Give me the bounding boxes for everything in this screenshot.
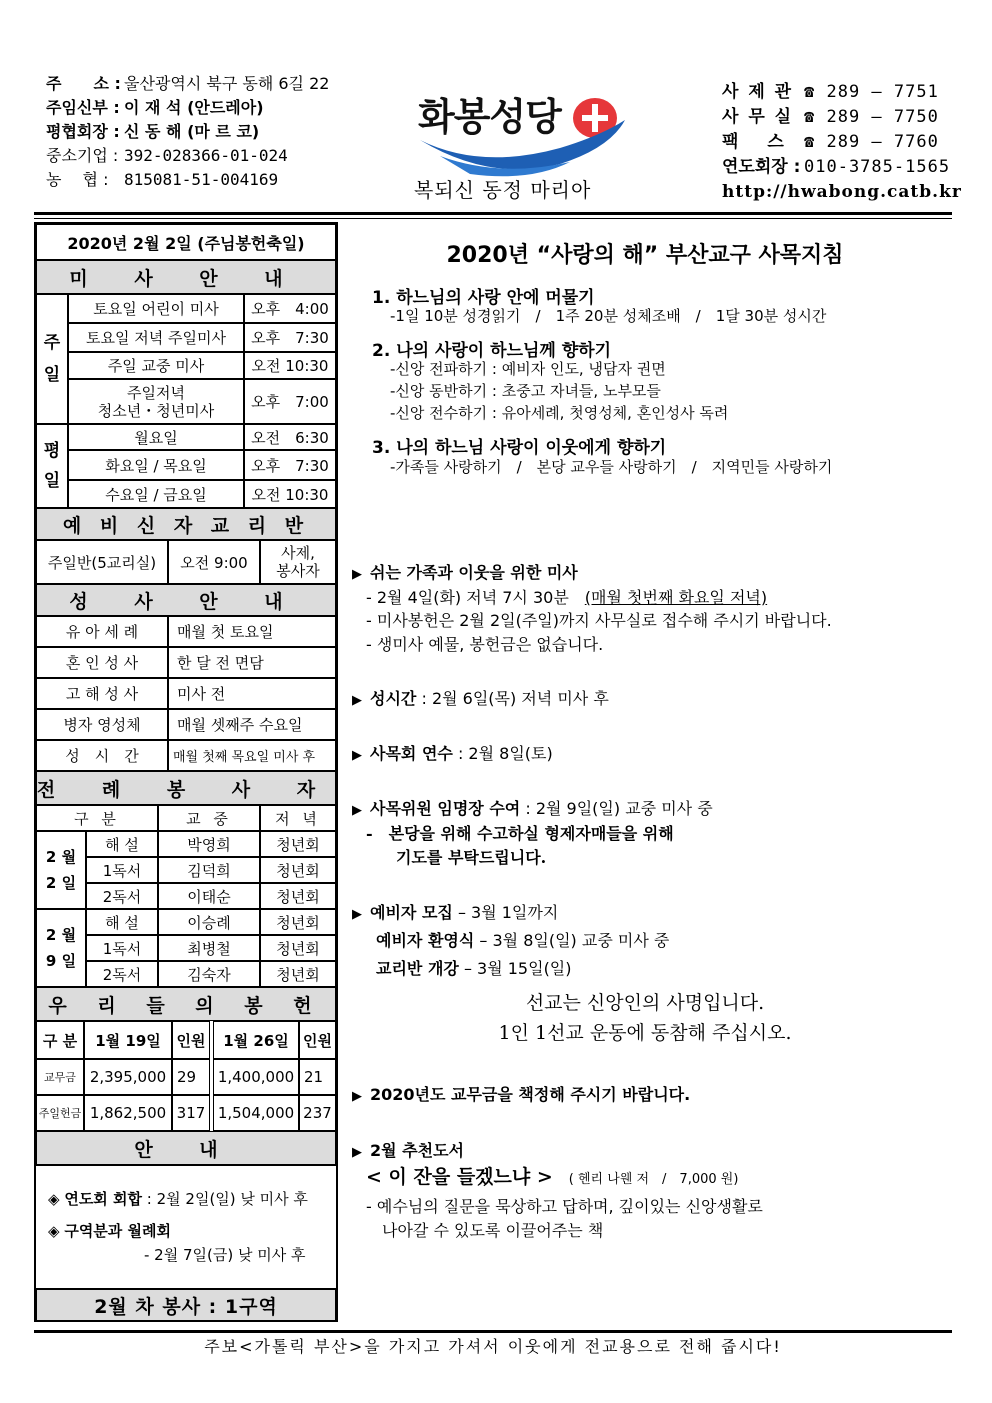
contact-label: 연도회장 :	[722, 157, 801, 177]
diamond-icon: ◈	[48, 1190, 60, 1208]
address: 울산광역시 북구 동해 6길 22	[124, 74, 330, 93]
mass-time: 오후 4:00	[244, 294, 336, 323]
servers-header-col: 저 녁	[260, 805, 336, 831]
notice-text: : 2월 9일(일) 교중 미사 중	[520, 799, 713, 818]
server-main: 박영희	[158, 831, 260, 857]
offering-value: 1,400,000	[213, 1059, 299, 1095]
mass-name-line: 주일저녁	[127, 383, 185, 402]
notice-head: 2월 추천도서	[370, 1141, 464, 1160]
notice-subtext: - 2월 7일(금) 낮 미사 후	[144, 1246, 306, 1264]
guide-item: -신앙 동반하기 : 초중고 자녀들, 노부모들	[390, 382, 661, 400]
mass-name: 월요일	[68, 424, 244, 450]
server-main: 이승례	[158, 909, 260, 935]
notice-text: - 2월 4일(화) 저녁 7시 30분	[366, 588, 569, 607]
header-contacts	[722, 80, 962, 205]
book-title-line	[366, 1162, 738, 1189]
council-label: 평협회장 :	[46, 122, 120, 141]
guide-item: -신앙 전수하기 : 유아세례, 첫영성체, 혼인성사 독려	[390, 404, 729, 422]
notice-text: : 2월 2일(일) 낮 미사 후	[142, 1190, 308, 1208]
offering-header-col: 구 분	[36, 1021, 84, 1059]
notice-appointment	[352, 796, 713, 819]
date-line: 2 월	[45, 926, 77, 944]
sacrament-name: 성 시 간	[36, 740, 168, 771]
staff-line: 사제,	[281, 544, 315, 562]
notice-book	[352, 1138, 464, 1161]
servers-header-col: 구 분	[36, 805, 158, 831]
date-line: 2 월	[45, 848, 77, 866]
book-desc: - 예수님의 질문을 묵상하고 답하며, 깊이있는 신앙생활로	[366, 1197, 763, 1216]
sacrament-when: 한 달 전 면담	[168, 647, 336, 678]
mass-time: 오전 10:30	[244, 352, 336, 379]
notice-head: 사목위원 임명장 수여	[370, 799, 521, 818]
offering-value: 1,862,500	[84, 1095, 172, 1131]
contact-label: 사 무 실	[722, 107, 794, 127]
offering-header-col: 인원	[172, 1021, 210, 1059]
book-title: < 이 잔을 들겠느냐 >	[366, 1166, 553, 1188]
duty-banner: 2월 차 봉사 : 1구역	[36, 1289, 336, 1321]
notice-text: – 3월 8일(일) 교중 미사 중	[474, 931, 670, 950]
date-line: 2 일	[45, 874, 77, 892]
diamond-icon: ◈	[48, 1222, 60, 1240]
notice-head: 성시간	[370, 689, 417, 708]
notice-text: – 3월 15일(일)	[458, 959, 572, 978]
offering-type: 교무금	[36, 1059, 84, 1095]
date-line: 9 일	[45, 952, 77, 970]
notice-text-underlined: (매월 첫번째 화요일 저녁)	[584, 588, 768, 607]
server-role: 1독서	[86, 935, 158, 961]
servers-date	[36, 831, 86, 909]
notice-line: 기도를 부탁드립니다.	[396, 848, 547, 867]
notice-item	[48, 1220, 171, 1241]
notice-head: 교리반 개강	[376, 959, 459, 978]
guide-item: -신앙 전파하기 : 예비자 인도, 냉담자 권면	[390, 360, 666, 378]
mass-time: 오전 6:30	[244, 424, 336, 450]
header-info-left	[46, 72, 336, 192]
contact-value: ☎ 289 – 7750	[804, 107, 939, 127]
mass-name: 주일 교중 미사	[68, 352, 244, 379]
bulletin-date: 2020년 2월 2일 (주님봉헌축일)	[36, 224, 336, 260]
server-main: 이태순	[158, 883, 260, 909]
server-evening: 청년회	[260, 909, 336, 935]
staff-line: 봉사자	[276, 562, 320, 580]
notice-line: - 본당을 위해 수고하실 형제자매들을 위해	[366, 824, 674, 843]
pastor-label: 주임신부 :	[46, 98, 120, 117]
offering-count: 237	[299, 1095, 336, 1131]
sacrament-name: 고 해 성 사	[36, 678, 168, 709]
sunday-label: 주일	[36, 294, 68, 424]
pastoral-guideline-title: 2020년 “사랑의 해” 부산교구 사목지침	[446, 243, 844, 268]
server-evening: 청년회	[260, 831, 336, 857]
council-president: 신 동 해 (마 르 코)	[124, 122, 260, 141]
notice-text: : 2월 8일(토)	[452, 744, 553, 763]
mission-line: 1인 1선교 운동에 동참해 주십시오.	[498, 1022, 792, 1044]
mass-time: 오후 7:30	[244, 450, 336, 480]
guide-heading: 1. 하느님의 사랑 안에 머물기	[372, 288, 595, 308]
mission-line: 선교는 신앙인의 사명입니다.	[525, 992, 765, 1014]
book-author: ( 헨리 나웬 저 / 7,000 원)	[568, 1172, 739, 1187]
notice-head: 예비자 모집	[370, 903, 453, 922]
notice-text: – 3월 1일까지	[452, 903, 559, 922]
contact-label: 팩 스	[722, 132, 786, 152]
bank1-account: 392-028366-01-024	[124, 146, 288, 165]
notice-label: 연도회 회합	[64, 1190, 143, 1208]
sacrament-when: 매월 첫째 목요일 미사 후	[168, 740, 336, 771]
guide-item: -1일 10분 성경읽기 / 1주 20분 성체조배 / 1달 30분 성시간	[390, 307, 827, 325]
offering-header-col: 1월 19일	[84, 1021, 172, 1059]
server-role: 1독서	[86, 857, 158, 883]
church-logo	[410, 78, 640, 208]
notice-dues	[352, 1082, 690, 1105]
triangle-right-icon: ▶	[352, 567, 362, 582]
server-role: 2독서	[86, 961, 158, 987]
offering-header-col: 인원	[299, 1021, 336, 1059]
mass-name: 화요일 / 목요일	[68, 450, 244, 480]
catechumen-staff	[260, 540, 336, 584]
contact-label: 사 제 관	[722, 82, 794, 102]
mass-name-line: 청소년・청년미사	[97, 401, 215, 420]
triangle-right-icon: ▶	[352, 748, 362, 763]
logo-title: 화봉성당	[418, 95, 561, 139]
bank2-account: 815081-51-004169	[124, 170, 279, 189]
footer-divider	[34, 1330, 952, 1333]
notice-pastoral-training	[352, 741, 553, 764]
offering-header-col: 1월 26일	[213, 1021, 299, 1059]
mass-name: 수요일 / 금요일	[68, 480, 244, 508]
offering-count: 317	[172, 1095, 210, 1131]
website-link[interactable]: http://hwabong.catb.kr	[722, 182, 962, 202]
notice-line: - 생미사 예물, 봉헌금은 없습니다.	[366, 635, 604, 654]
notice-family-mass	[352, 560, 578, 583]
server-main: 최병철	[158, 935, 260, 961]
notice-line	[366, 585, 767, 608]
weekday-label: 평일	[36, 424, 68, 508]
mass-section-title: 미 사 안 내	[36, 260, 336, 294]
bank1-label: 중소기업 :	[46, 146, 119, 165]
sacrament-name: 병자 영성체	[36, 709, 168, 740]
bank2-label: 농 협 :	[46, 170, 109, 189]
sacrament-section-title: 성 사 안 내	[36, 584, 336, 616]
mass-time: 오전 10:30	[244, 480, 336, 508]
contact-value: 010-3785-1565	[804, 157, 951, 177]
triangle-right-icon: ▶	[352, 803, 362, 818]
notice-line: - 미사봉헌은 2월 2일(주일)까지 사무실로 접수해 주시기 바랍니다.	[366, 611, 832, 630]
servers-section-title: 전 례 봉 사 자	[36, 771, 336, 805]
notice-label: 구역분과 월례회	[64, 1222, 171, 1240]
servers-header-col: 교 중	[158, 805, 260, 831]
notice-head: 사목회 연수	[370, 744, 453, 763]
notice-section-title: 안 내	[36, 1131, 336, 1165]
offering-value: 1,504,000	[213, 1095, 299, 1131]
sacrament-name: 혼 인 성 사	[36, 647, 168, 678]
mass-name: 토요일 저녁 주일미사	[68, 323, 244, 352]
servers-date	[36, 909, 86, 987]
server-main: 김덕희	[158, 857, 260, 883]
offering-type: 주일헌금	[36, 1095, 84, 1131]
sacrament-name: 유 아 세 례	[36, 616, 168, 647]
notice-text: : 2월 6일(목) 저녁 미사 후	[416, 689, 609, 708]
server-role: 해 설	[86, 831, 158, 857]
header-divider-thin	[34, 218, 952, 219]
notice-head: 쉬는 가족과 이웃을 위한 미사	[370, 563, 578, 582]
mass-name-youth	[68, 379, 244, 424]
server-evening: 청년회	[260, 961, 336, 987]
sacrament-when: 매월 첫 토요일	[168, 616, 336, 647]
notice-head: 예비자 환영식	[376, 931, 475, 950]
logo-subtitle: 복되신 동정 마리아	[414, 178, 592, 202]
mass-time: 오후 7:00	[244, 379, 336, 424]
notice-head: 2020년도 교무금을 책정해 주시기 바랍니다.	[370, 1085, 691, 1104]
server-main: 김숙자	[158, 961, 260, 987]
notice-holy-hour	[352, 686, 609, 709]
server-role: 2독서	[86, 883, 158, 909]
server-evening: 청년회	[260, 883, 336, 909]
notice-item	[48, 1188, 308, 1209]
notice-class-start	[376, 956, 572, 979]
guide-heading: 3. 나의 하느님 사랑이 이웃에게 향하기	[372, 438, 667, 458]
catechumen-section-title: 예 비 신 자 교 리 반	[36, 508, 336, 540]
contact-value: ☎ 289 – 7751	[804, 82, 939, 102]
offering-section-title: 우 리 들 의 봉 헌	[36, 987, 336, 1021]
sacrament-when: 매월 셋째주 수요일	[168, 709, 336, 740]
left-sidebar	[34, 222, 338, 1322]
book-desc: 나아갈 수 있도록 이끌어주는 책	[382, 1221, 604, 1240]
footer-text: 주보<가톨릭 부산>을 가지고 가셔서 이웃에게 전교용으로 전해 줍시다!	[204, 1337, 782, 1356]
pastor: 이 재 석 (안드레아)	[124, 98, 264, 117]
header-divider	[34, 212, 952, 215]
triangle-right-icon: ▶	[352, 907, 362, 922]
guide-heading: 2. 나의 사랑이 하느님께 향하기	[372, 341, 612, 361]
server-evening: 청년회	[260, 857, 336, 883]
address-label: 주 소 :	[46, 74, 121, 93]
notice-recruit	[352, 900, 558, 923]
offering-value: 2,395,000	[84, 1059, 172, 1095]
mass-name: 토요일 어린이 미사	[68, 294, 244, 323]
sacrament-when: 미사 전	[168, 678, 336, 709]
triangle-right-icon: ▶	[352, 1089, 362, 1104]
catechumen-class: 주일반(5교리실)	[36, 540, 168, 584]
server-role: 해 설	[86, 909, 158, 935]
guide-item: -가족들 사랑하기 / 본당 교우들 사랑하기 / 지역민들 사랑하기	[390, 458, 833, 476]
offering-count: 21	[299, 1059, 336, 1095]
mass-time: 오후 7:30	[244, 323, 336, 352]
triangle-right-icon: ▶	[352, 693, 362, 708]
offering-count: 29	[172, 1059, 210, 1095]
catechumen-time: 오전 9:00	[168, 540, 260, 584]
server-evening: 청년회	[260, 935, 336, 961]
notice-welcome	[376, 928, 669, 951]
triangle-right-icon: ▶	[352, 1145, 362, 1160]
contact-value: ☎ 289 – 7760	[804, 132, 939, 152]
